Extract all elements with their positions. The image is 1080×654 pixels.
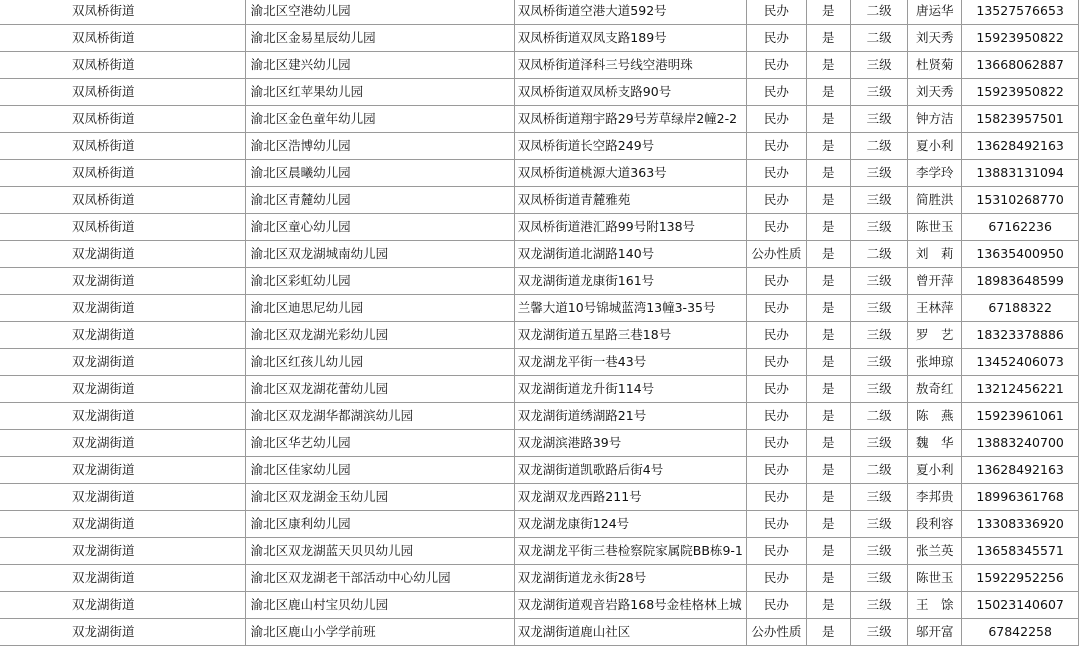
table-row <box>0 376 1079 403</box>
table-row <box>0 79 1079 106</box>
table-row <box>0 295 1079 322</box>
kindergarten-name-cell: 渝北区晨曦幼儿园 <box>245 160 514 187</box>
street-cell: 双龙湖街道 <box>0 619 245 646</box>
flag-cell: 是 <box>806 133 850 160</box>
table-row <box>0 619 1079 646</box>
address-cell: 双龙湖街道龙永街28号 <box>514 565 746 592</box>
phone-cell: 15823957501 <box>962 106 1079 133</box>
street-cell: 双龙湖街道 <box>0 268 245 295</box>
phone-cell: 13883131094 <box>962 160 1079 187</box>
phone-cell: 18996361768 <box>962 484 1079 511</box>
contact-cell: 刘 莉 <box>908 241 962 268</box>
grade-cell: 二级 <box>850 457 908 484</box>
table-row <box>0 25 1079 52</box>
address-cell: 双龙湖街道观音岩路168号金桂格林上城 <box>514 592 746 619</box>
table-row <box>0 241 1079 268</box>
street-cell: 双凤桥街道 <box>0 79 245 106</box>
ownership-type-cell: 民办 <box>746 25 806 52</box>
grade-cell: 三级 <box>850 349 908 376</box>
grade-cell: 三级 <box>850 376 908 403</box>
table-row <box>0 160 1079 187</box>
ownership-type-cell: 民办 <box>746 187 806 214</box>
grade-cell: 三级 <box>850 619 908 646</box>
ownership-type-cell: 民办 <box>746 160 806 187</box>
address-cell: 双凤桥街道青麓雅苑 <box>514 187 746 214</box>
street-cell: 双凤桥街道 <box>0 187 245 214</box>
ownership-type-cell: 民办 <box>746 430 806 457</box>
ownership-type-cell: 公办性质 <box>746 241 806 268</box>
address-cell: 双龙湖街道龙康街161号 <box>514 268 746 295</box>
address-cell: 双龙湖龙平街三巷检察院家属院BB栋9-1 <box>514 538 746 565</box>
ownership-type-cell: 民办 <box>746 592 806 619</box>
street-cell: 双凤桥街道 <box>0 214 245 241</box>
flag-cell: 是 <box>806 457 850 484</box>
table-row <box>0 133 1079 160</box>
grade-cell: 三级 <box>850 106 908 133</box>
kindergarten-name-cell: 渝北区康利幼儿园 <box>245 511 514 538</box>
table-row <box>0 511 1079 538</box>
grade-cell: 三级 <box>850 511 908 538</box>
phone-cell: 13527576653 <box>962 0 1079 25</box>
address-cell: 双龙湖街道北湖路140号 <box>514 241 746 268</box>
street-cell: 双龙湖街道 <box>0 457 245 484</box>
phone-cell: 15923950822 <box>962 25 1079 52</box>
kindergarten-name-cell: 渝北区佳家幼儿园 <box>245 457 514 484</box>
street-cell: 双龙湖街道 <box>0 322 245 349</box>
street-cell: 双龙湖街道 <box>0 430 245 457</box>
grade-cell: 三级 <box>850 565 908 592</box>
phone-cell: 67162236 <box>962 214 1079 241</box>
flag-cell: 是 <box>806 52 850 79</box>
street-cell: 双龙湖街道 <box>0 538 245 565</box>
flag-cell: 是 <box>806 619 850 646</box>
ownership-type-cell: 民办 <box>746 376 806 403</box>
street-cell: 双凤桥街道 <box>0 0 245 25</box>
phone-cell: 15922952256 <box>962 565 1079 592</box>
ownership-type-cell: 民办 <box>746 484 806 511</box>
street-cell: 双凤桥街道 <box>0 133 245 160</box>
contact-cell: 夏小利 <box>908 457 962 484</box>
kindergarten-name-cell: 渝北区青麓幼儿园 <box>245 187 514 214</box>
phone-cell: 13635400950 <box>962 241 1079 268</box>
street-cell: 双龙湖街道 <box>0 349 245 376</box>
flag-cell: 是 <box>806 511 850 538</box>
street-cell: 双龙湖街道 <box>0 565 245 592</box>
contact-cell: 段利容 <box>908 511 962 538</box>
grade-cell: 二级 <box>850 403 908 430</box>
contact-cell: 张坤琼 <box>908 349 962 376</box>
table-row <box>0 349 1079 376</box>
kindergarten-name-cell: 渝北区双龙湖金玉幼儿园 <box>245 484 514 511</box>
address-cell: 双龙湖街道绣湖路21号 <box>514 403 746 430</box>
table-row <box>0 592 1079 619</box>
kindergarten-name-cell: 渝北区鹿山村宝贝幼儿园 <box>245 592 514 619</box>
kindergarten-name-cell: 渝北区红孩儿幼儿园 <box>245 349 514 376</box>
contact-cell: 陈世玉 <box>908 565 962 592</box>
ownership-type-cell: 民办 <box>746 349 806 376</box>
kindergarten-name-cell: 渝北区双龙湖花蕾幼儿园 <box>245 376 514 403</box>
table-row <box>0 268 1079 295</box>
phone-cell: 18323378886 <box>962 322 1079 349</box>
contact-cell: 刘天秀 <box>908 79 962 106</box>
flag-cell: 是 <box>806 79 850 106</box>
address-cell: 双凤桥街道双凤支路189号 <box>514 25 746 52</box>
address-cell: 双凤桥街道空港大道592号 <box>514 0 746 25</box>
flag-cell: 是 <box>806 295 850 322</box>
contact-cell: 简胜洪 <box>908 187 962 214</box>
phone-cell: 67188322 <box>962 295 1079 322</box>
grade-cell: 二级 <box>850 133 908 160</box>
ownership-type-cell: 民办 <box>746 295 806 322</box>
grade-cell: 三级 <box>850 430 908 457</box>
address-cell: 双龙湖双龙西路211号 <box>514 484 746 511</box>
contact-cell: 钟方洁 <box>908 106 962 133</box>
phone-cell: 67842258 <box>962 619 1079 646</box>
kindergarten-name-cell: 渝北区空港幼儿园 <box>245 0 514 25</box>
phone-cell: 13212456221 <box>962 376 1079 403</box>
contact-cell: 唐运华 <box>908 0 962 25</box>
grade-cell: 三级 <box>850 160 908 187</box>
street-cell: 双龙湖街道 <box>0 241 245 268</box>
contact-cell: 曾开萍 <box>908 268 962 295</box>
ownership-type-cell: 民办 <box>746 538 806 565</box>
street-cell: 双龙湖街道 <box>0 592 245 619</box>
table-row <box>0 457 1079 484</box>
contact-cell: 邬开富 <box>908 619 962 646</box>
grade-cell: 二级 <box>850 0 908 25</box>
kindergarten-name-cell: 渝北区双龙湖光彩幼儿园 <box>245 322 514 349</box>
flag-cell: 是 <box>806 25 850 52</box>
phone-cell: 13628492163 <box>962 457 1079 484</box>
address-cell: 双龙湖龙康街124号 <box>514 511 746 538</box>
contact-cell: 陈世玉 <box>908 214 962 241</box>
contact-cell: 李邦贵 <box>908 484 962 511</box>
kindergarten-name-cell: 渝北区建兴幼儿园 <box>245 52 514 79</box>
address-cell: 双龙湖街道龙升街114号 <box>514 376 746 403</box>
phone-cell: 13658345571 <box>962 538 1079 565</box>
flag-cell: 是 <box>806 214 850 241</box>
table-row <box>0 106 1079 133</box>
address-cell: 双龙湖街道鹿山社区 <box>514 619 746 646</box>
grade-cell: 三级 <box>850 295 908 322</box>
kindergarten-name-cell: 渝北区双龙湖城南幼儿园 <box>245 241 514 268</box>
grade-cell: 二级 <box>850 241 908 268</box>
ownership-type-cell: 民办 <box>746 214 806 241</box>
flag-cell: 是 <box>806 187 850 214</box>
table-row <box>0 565 1079 592</box>
address-cell: 双凤桥街道翔宇路29号芳草绿岸2幢2-2 <box>514 106 746 133</box>
contact-cell: 刘天秀 <box>908 25 962 52</box>
contact-cell: 陈 燕 <box>908 403 962 430</box>
kindergarten-name-cell: 渝北区金易星辰幼儿园 <box>245 25 514 52</box>
flag-cell: 是 <box>806 106 850 133</box>
street-cell: 双凤桥街道 <box>0 52 245 79</box>
ownership-type-cell: 民办 <box>746 268 806 295</box>
ownership-type-cell: 民办 <box>746 322 806 349</box>
ownership-type-cell: 民办 <box>746 133 806 160</box>
grade-cell: 三级 <box>850 214 908 241</box>
contact-cell: 王林萍 <box>908 295 962 322</box>
street-cell: 双龙湖街道 <box>0 484 245 511</box>
kindergarten-name-cell: 渝北区双龙湖蓝天贝贝幼儿园 <box>245 538 514 565</box>
ownership-type-cell: 民办 <box>746 565 806 592</box>
grade-cell: 三级 <box>850 268 908 295</box>
contact-cell: 张兰英 <box>908 538 962 565</box>
kindergarten-name-cell: 渝北区迪思尼幼儿园 <box>245 295 514 322</box>
street-cell: 双龙湖街道 <box>0 511 245 538</box>
grade-cell: 三级 <box>850 538 908 565</box>
street-cell: 双凤桥街道 <box>0 106 245 133</box>
phone-cell: 15923961061 <box>962 403 1079 430</box>
grade-cell: 三级 <box>850 322 908 349</box>
table-row <box>0 214 1079 241</box>
ownership-type-cell: 民办 <box>746 106 806 133</box>
grade-cell: 二级 <box>850 25 908 52</box>
kindergarten-name-cell: 渝北区华艺幼儿园 <box>245 430 514 457</box>
flag-cell: 是 <box>806 268 850 295</box>
grade-cell: 三级 <box>850 592 908 619</box>
table-row <box>0 484 1079 511</box>
kindergarten-name-cell: 渝北区红苹果幼儿园 <box>245 79 514 106</box>
ownership-type-cell: 民办 <box>746 52 806 79</box>
phone-cell: 13452406073 <box>962 349 1079 376</box>
street-cell: 双龙湖街道 <box>0 295 245 322</box>
kindergarten-name-cell: 渝北区彩虹幼儿园 <box>245 268 514 295</box>
kindergarten-name-cell: 渝北区双龙湖老干部活动中心幼儿园 <box>245 565 514 592</box>
phone-cell: 15023140607 <box>962 592 1079 619</box>
kindergarten-name-cell: 渝北区鹿山小学学前班 <box>245 619 514 646</box>
street-cell: 双龙湖街道 <box>0 403 245 430</box>
phone-cell: 13308336920 <box>962 511 1079 538</box>
address-cell: 双凤桥街道港汇路99号附138号 <box>514 214 746 241</box>
phone-cell: 13668062887 <box>962 52 1079 79</box>
contact-cell: 罗 艺 <box>908 322 962 349</box>
phone-cell: 13628492163 <box>962 133 1079 160</box>
grade-cell: 三级 <box>850 52 908 79</box>
table-row <box>0 538 1079 565</box>
contact-cell: 杜贤菊 <box>908 52 962 79</box>
address-cell: 双凤桥街道桃源大道363号 <box>514 160 746 187</box>
flag-cell: 是 <box>806 0 850 25</box>
ownership-type-cell: 民办 <box>746 457 806 484</box>
table-row <box>0 187 1079 214</box>
contact-cell: 魏 华 <box>908 430 962 457</box>
street-cell: 双龙湖街道 <box>0 376 245 403</box>
table-row <box>0 403 1079 430</box>
ownership-type-cell: 民办 <box>746 79 806 106</box>
kindergarten-name-cell: 渝北区童心幼儿园 <box>245 214 514 241</box>
table-row <box>0 322 1079 349</box>
table-row <box>0 0 1079 25</box>
grade-cell: 三级 <box>850 79 908 106</box>
flag-cell: 是 <box>806 241 850 268</box>
address-cell: 双凤桥街道泽科三号线空港明珠 <box>514 52 746 79</box>
address-cell: 兰馨大道10号锦城蓝湾13幢3-35号 <box>514 295 746 322</box>
ownership-type-cell: 民办 <box>746 403 806 430</box>
table-row <box>0 52 1079 79</box>
contact-cell: 王 馀 <box>908 592 962 619</box>
kindergarten-name-cell: 渝北区金色童年幼儿园 <box>245 106 514 133</box>
address-cell: 双龙湖龙平街一巷43号 <box>514 349 746 376</box>
street-cell: 双凤桥街道 <box>0 25 245 52</box>
address-cell: 双凤桥街道双凤桥支路90号 <box>514 79 746 106</box>
flag-cell: 是 <box>806 376 850 403</box>
ownership-type-cell: 公办性质 <box>746 619 806 646</box>
phone-cell: 15310268770 <box>962 187 1079 214</box>
street-cell: 双凤桥街道 <box>0 160 245 187</box>
kindergarten-name-cell: 渝北区浩博幼儿园 <box>245 133 514 160</box>
grade-cell: 三级 <box>850 187 908 214</box>
contact-cell: 敖奇红 <box>908 376 962 403</box>
flag-cell: 是 <box>806 403 850 430</box>
table-row <box>0 430 1079 457</box>
flag-cell: 是 <box>806 484 850 511</box>
kindergarten-name-cell: 渝北区双龙湖华都湖滨幼儿园 <box>245 403 514 430</box>
flag-cell: 是 <box>806 349 850 376</box>
ownership-type-cell: 民办 <box>746 0 806 25</box>
phone-cell: 18983648599 <box>962 268 1079 295</box>
ownership-type-cell: 民办 <box>746 511 806 538</box>
address-cell: 双龙湖街道五星路三巷18号 <box>514 322 746 349</box>
contact-cell: 李学玲 <box>908 160 962 187</box>
phone-cell: 13883240700 <box>962 430 1079 457</box>
flag-cell: 是 <box>806 592 850 619</box>
address-cell: 双龙湖滨港路39号 <box>514 430 746 457</box>
grade-cell: 三级 <box>850 484 908 511</box>
flag-cell: 是 <box>806 160 850 187</box>
flag-cell: 是 <box>806 430 850 457</box>
address-cell: 双龙湖街道凯歌路后街4号 <box>514 457 746 484</box>
phone-cell: 15923950822 <box>962 79 1079 106</box>
flag-cell: 是 <box>806 565 850 592</box>
flag-cell: 是 <box>806 538 850 565</box>
contact-cell: 夏小利 <box>908 133 962 160</box>
address-cell: 双凤桥街道长空路249号 <box>514 133 746 160</box>
flag-cell: 是 <box>806 322 850 349</box>
